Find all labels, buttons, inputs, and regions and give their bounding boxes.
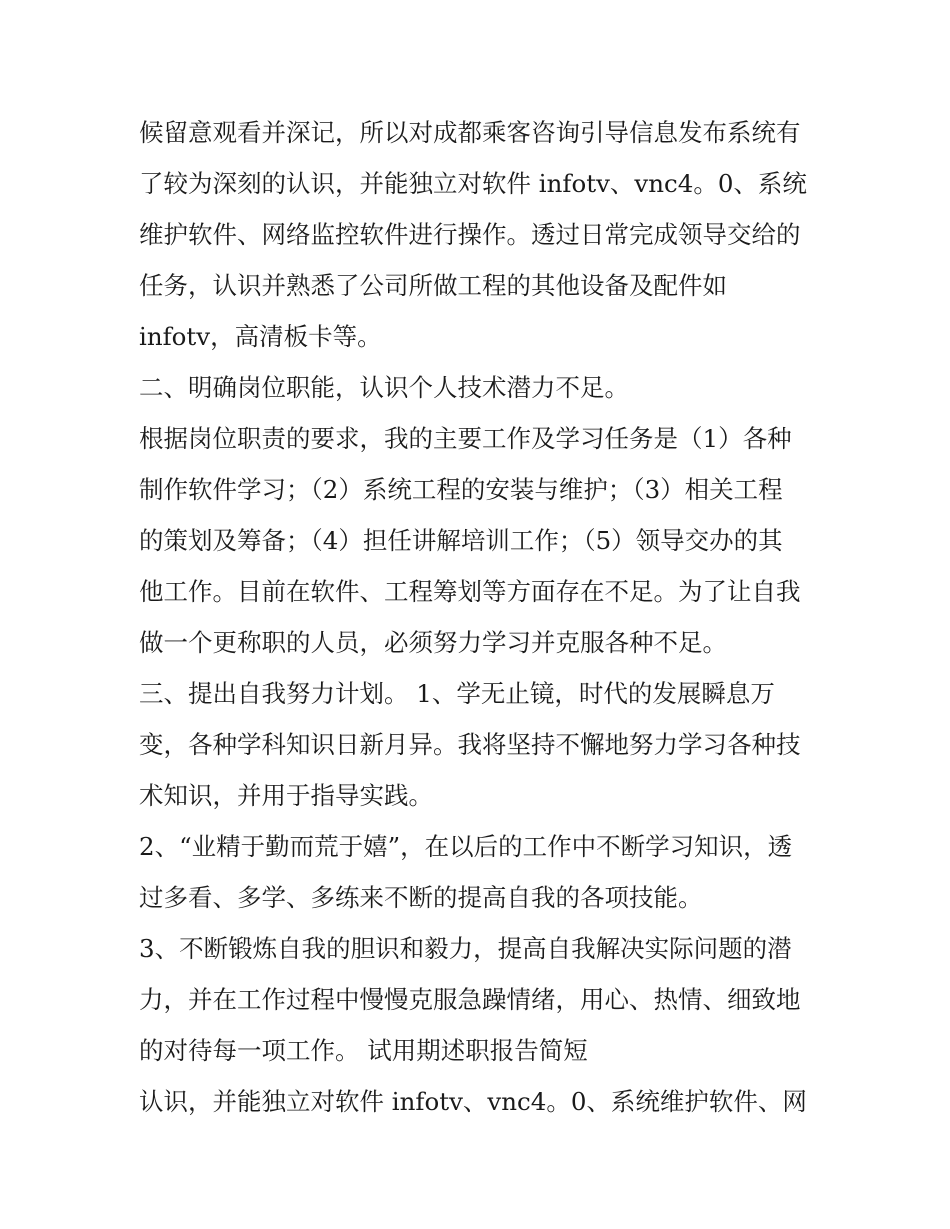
text-line: 变，各种学科知识日新月异。我将坚持不懈地努力学习各种技	[139, 730, 801, 759]
list-item: 2、“业精于勤而荒于嬉”，在以后的工作中不断学习知识，透	[139, 832, 793, 861]
section-heading: 三、提出自我努力计划。 1、学无止镜，时代的发展瞬息万	[139, 679, 775, 708]
text-line: 任务，认识并熟悉了公司所做工程的其他设备及配件如	[139, 271, 727, 300]
text-line: 候留意观看并深记，所以对成都乘客咨询引导信息发布系统有	[139, 118, 801, 147]
text-line: 维护软件、网络监控软件进行操作。透过日常完成领导交给的	[139, 220, 801, 249]
text-line: infotv，高清板卡等。	[139, 322, 382, 351]
text-line: 术知识，并用于指导实践。	[139, 781, 433, 810]
text-line: 的对待每一项工作。 试用期述职报告简短	[139, 1036, 588, 1065]
text-line: 他工作。目前在软件、工程筹划等方面存在不足。为了让自我	[139, 577, 801, 606]
list-item: 3、不断锻炼自我的胆识和毅力，提高自我解决实际问题的潜	[139, 934, 792, 963]
document-body	[139, 107, 829, 1127]
text-line: 了较为深刻的认识，并能独立对软件 infotv、vnc4。0、系统	[139, 169, 807, 198]
section-heading: 二、明确岗位职能，认识个人技术潜力不足。	[139, 373, 629, 402]
text-line: 根据岗位职责的要求，我的主要工作及学习任务是（1）各种	[139, 424, 792, 453]
text-line: 过多看、多学、多练来不断的提高自我的各项技能。	[139, 883, 703, 912]
text-line: 认识，并能独立对软件 infotv、vnc4。0、系统维护软件、网	[139, 1087, 807, 1116]
text-line: 制作软件学习；（2）系统工程的安装与维护；（3）相关工程	[139, 475, 783, 504]
text-line: 做一个更称职的人员，必须努力学习并克服各种不足。	[139, 628, 727, 657]
text-line: 力，并在工作过程中慢慢克服急躁情绪，用心、热情、细致地	[139, 985, 801, 1014]
text-line: 的策划及筹备；（4）担任讲解培训工作；（5）领导交办的其	[139, 526, 783, 555]
